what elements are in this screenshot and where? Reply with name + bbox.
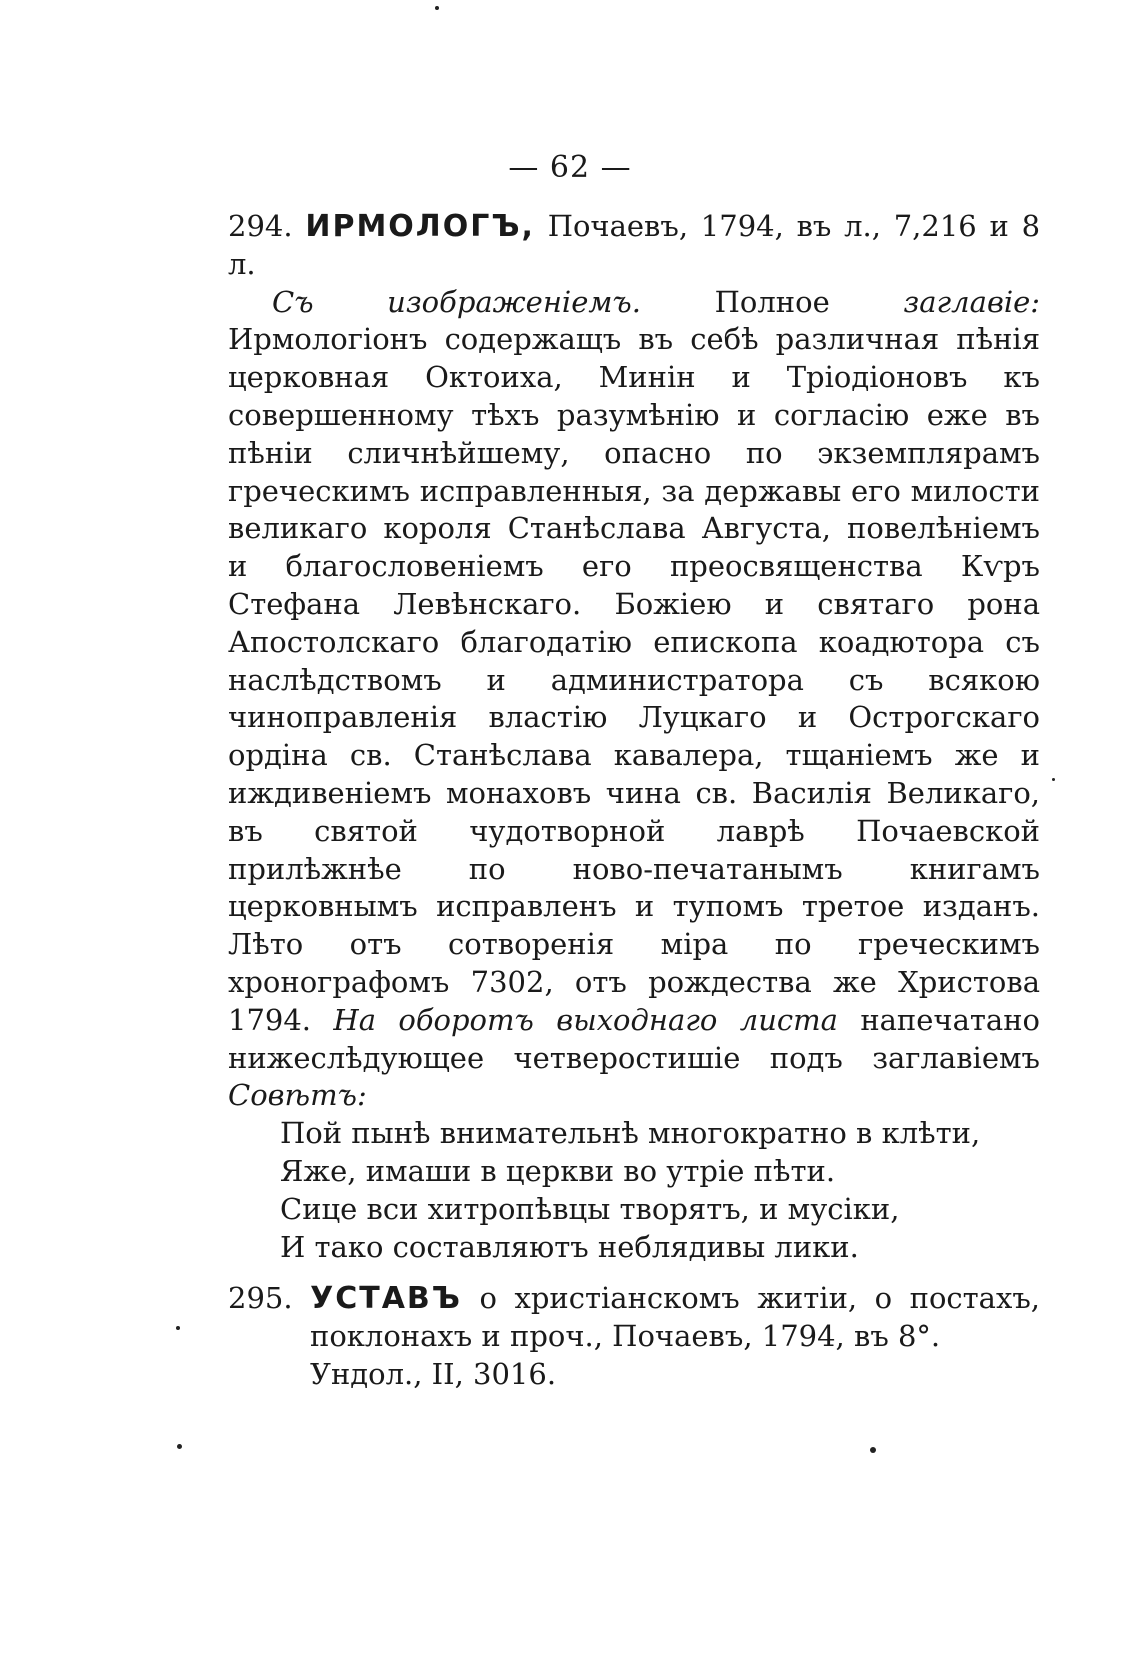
print-speck xyxy=(1052,778,1055,781)
entry-heading xyxy=(228,208,1040,284)
advice-heading: Совѣтъ: xyxy=(228,1078,367,1113)
full-title-text: Ирмологіонъ содержащъ въ себѣ различная пѣнія церковная Октоиха, Минін и Тріодіоновъ къ совершенному тѣхъ разумѣнію и согласію еже въ пѣніи сличнѣйшему, опасно по экземплярамъ греческимъ исправленныя, за державы его милости великаго короля Станѣслава Августа, повелѣніемъ и благословеніемъ его преосвященства Кѵръ Стефана Левѣнскаго. Божіею и святаго рона Апостолскаго благодатію епископа коадютора съ наслѣдствомъ и администратора съ всякою чиноправленія властію Луцкаго и Острогскаго ордіна св. Станѣслава кавалера, тщаніемъ же и иждивеніемъ монаховъ чина св. Василія Великаго, въ святой чудотворной лаврѣ Почаевской прилѣжнѣе по ново-печатанымъ книгамъ церковнымъ исправленъ и тупомъ третое изданъ. Лѣто отъ сотворенія міра по греческимъ хронографомъ 7302, отъ рождества же Христова 1794. xyxy=(228,322,1040,1037)
verse-line-1: Пой пынѣ внимательнѣ многократно в клѣти, xyxy=(280,1116,981,1151)
entry-title: УСТАВЪ xyxy=(310,1281,462,1316)
print-speck xyxy=(176,1326,180,1330)
verse-line-4: И тако составляютъ неблядивы лики. xyxy=(280,1229,859,1264)
verse-line-2: Яже, имаши в церкви во утріе пѣти. xyxy=(280,1153,836,1188)
print-speck xyxy=(177,1444,182,1449)
entry-text: о христіанскомъ житіи, о постахъ, поклонахъ и проч., Почаевъ, 1794, въ 8°. xyxy=(310,1281,1040,1353)
print-speck xyxy=(435,6,439,10)
catalog-entry-295 xyxy=(228,1280,1040,1393)
entry-title: ИРМОЛОГЪ, xyxy=(305,209,535,244)
catalog-entry-294 xyxy=(228,208,1040,1266)
bibliographic-reference: Ундол., II, 3016. xyxy=(310,1356,557,1391)
entry-imprint: Почаевъ, 1794, въ л., 7,216 и 8 л. xyxy=(228,209,1041,281)
reverse-note: На оборотъ выходнаго листа xyxy=(333,1002,838,1037)
entry-description xyxy=(228,284,1040,1116)
entry-number: 294. xyxy=(228,209,293,243)
reverse-text: напечатано нижеслѣдующее четверостишіе подъ заглавіемъ xyxy=(228,1002,1041,1075)
print-speck xyxy=(870,1447,876,1453)
verse-line-3: Сице вси хитропѣвцы творятъ, и мусіки, xyxy=(280,1191,900,1226)
page-number: — 62 — xyxy=(508,150,632,185)
entry-number: 295. xyxy=(228,1281,293,1315)
full-title-label-em: заглавіе: xyxy=(903,284,1041,319)
full-title-label: Полное xyxy=(714,284,830,319)
entry-heading xyxy=(228,1280,1040,1356)
illustrated-note: Съ изображеніемъ. xyxy=(272,284,641,319)
